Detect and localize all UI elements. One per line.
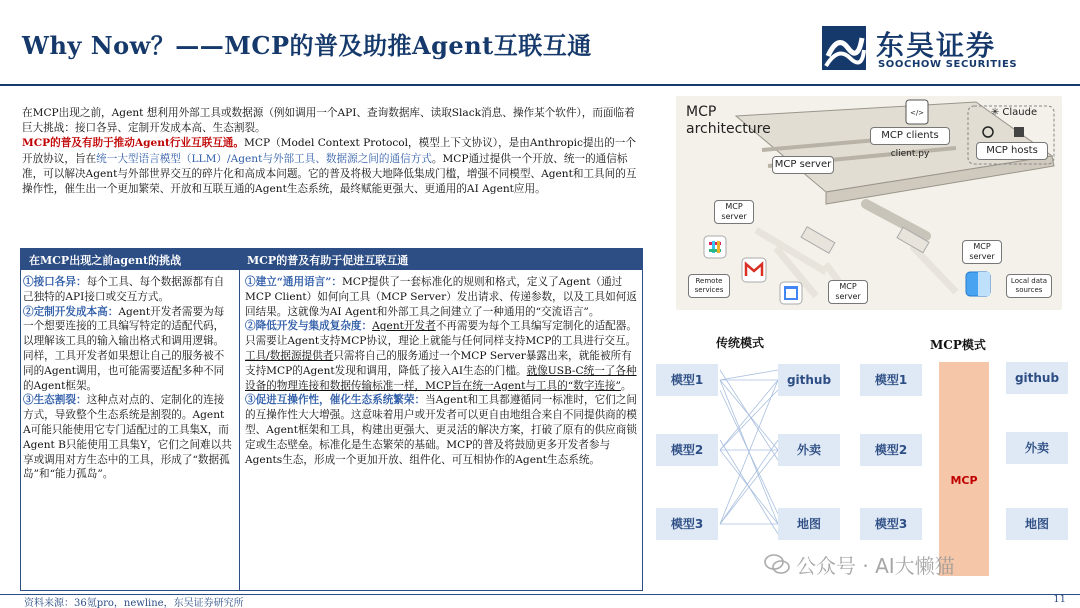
mcp-architecture-figure — [676, 96, 1062, 310]
benefits-cell — [245, 275, 637, 467]
tool-node: 地图 — [778, 508, 840, 540]
remote-services-label — [688, 274, 730, 298]
finder-icon — [966, 272, 990, 296]
tool-node: github — [778, 364, 840, 396]
challenge-heading: ①接口各异： — [23, 276, 87, 288]
traditional-vs-mcp-diagram — [650, 330, 1070, 580]
header-divider — [0, 84, 1080, 86]
soochow-logo-icon — [822, 26, 866, 70]
mcp-server-top-label: MCP server — [772, 156, 834, 174]
intro-key-point: MCP的普及有助于推动Agent行业互联互通。 — [22, 137, 244, 150]
tool-node: 外卖 — [778, 434, 840, 466]
challenge-text: 每个工具、每个数据源都有自己独特的API接口或交互方式。 — [23, 276, 225, 303]
page-number: 11 — [1053, 594, 1066, 605]
challenge-text: 这种点对点的、定制化的连接方式，导致整个生态系统是割裂的。Agent A可能只能使用它专门适配过的工具集X，而Agent B只能使用工具集Y，它们之间难以共享或调用对方生态中的工具，形成了“数据孤岛”和“能力孤岛”。 — [23, 394, 232, 481]
local-line1: Local data — [1010, 277, 1048, 285]
benefit-text: 。 — [620, 379, 632, 392]
column-divider — [239, 270, 240, 590]
mcp-server-bottom-label — [828, 280, 868, 304]
server-label-line2: server — [721, 212, 747, 221]
client-file-label: client.py — [890, 149, 930, 159]
remote-line2: services — [694, 286, 724, 294]
benefit-text: 只需将自己的服务通过一个MCP Server暴露出来，就能被所有支持MCP的Agent发现和调用，降低了接入AI生态的门槛。 — [245, 349, 632, 377]
page-title: Why Now？——MCP的普及助推Agent互联互通 — [22, 31, 592, 60]
mcp-hosts-label: MCP hosts — [976, 142, 1048, 160]
mcp-server-left-label — [714, 200, 754, 224]
model-node: 模型2 — [860, 434, 922, 466]
comparison-table — [20, 248, 643, 591]
challenge-heading: ③生态割裂： — [23, 394, 87, 407]
model-node: 模型3 — [656, 508, 718, 540]
intro-paragraph — [22, 106, 640, 197]
benefit-text: MCP提供了一套标准化的规则和格式，定义了Agent（通过MCP Client）如何向工具（MCP Server）发出请求、传递参数，以及工具如何返回结果。这就像为AI Agent和外部工具之间建立了一种通用的“交流语言”。 — [245, 276, 637, 318]
server-label-line2: server — [969, 252, 995, 261]
box-icon — [1014, 127, 1024, 137]
source-note: 资料来源：36氪pro，newline，东吴证券研究所 — [24, 598, 244, 608]
claude-host-label: ✳ Claude — [990, 107, 1038, 118]
table-header — [21, 249, 642, 270]
server-label-line1: MCP — [725, 202, 743, 211]
challenge-heading: ②定制开发成本高： — [23, 305, 119, 318]
code-symbol: </> — [909, 109, 925, 117]
intro-highlight: 统一大型语言模型（LLM）/Agent与外部工具、数据源之间的通信方式 — [96, 152, 432, 165]
benefit-text: 当Agent和工具都遵循同一标准时，它们之间的互操作性大大增强。这意味着用户或开发者可以更自由地组合来自不同提供商的模型、Agent框架和工具，构建出更强大、更灵活的解决方案，打破了原有的供应商锁定或生态壁垒。标准化是生态繁荣的基础。MCP的普及将鼓励更多开发者参与Agents生态，形成一个更加开放、组件化、可互相协作的Agent生态系统。 — [245, 394, 637, 466]
calendar-icon — [780, 282, 802, 304]
logo-english-name: SOOCHOW SECURITIES — [878, 59, 1018, 70]
model-node: 模型2 — [656, 434, 718, 466]
benefit-heading: ③促进互操作性，催化生态系统繁荣： — [245, 394, 426, 407]
intro-text-2: MCP（Model Context Protocol，模型上下文协议），是由Anthropic提出的一个开放协议，旨在 — [22, 137, 636, 165]
tool-node: 外卖 — [1006, 432, 1068, 464]
tool-node: github — [1006, 362, 1068, 394]
server-label-line2: server — [835, 292, 861, 301]
server-label-line1: MCP — [839, 282, 857, 291]
architecture-title-line2: architecture — [686, 121, 771, 137]
cable-local — [912, 246, 956, 292]
tool-node: 地图 — [1006, 508, 1068, 540]
mcp-hub — [939, 362, 989, 576]
model-node: 模型1 — [656, 364, 718, 396]
mcp-hub-label: MCP — [950, 474, 978, 487]
benefit-underlined: Agent开发者 — [372, 320, 436, 333]
challenges-cell — [23, 275, 233, 482]
gmail-icon — [742, 258, 766, 282]
model-node: 模型3 — [860, 508, 922, 540]
point-to-point-lines — [720, 370, 778, 534]
company-logo — [822, 26, 1062, 74]
usb-cable — [866, 204, 926, 236]
challenge-text: Agent开发者需要为每一个想要连接的工具编写特定的适配代码，以理解该工具的输入输出格式和调用逻辑。同样，工具开发者如果想让自己的服务被不同的Agent调用，也可能需要适配多种不同的Agent框架。 — [23, 305, 225, 392]
logo-chinese-name: 东吴证券 — [876, 29, 997, 62]
benefit-underlined: 工具/数据源提供者 — [245, 349, 334, 362]
benefit-heading: ①建立“通用语言”： — [245, 276, 342, 288]
table-header-left: 在MCP出现之前agent的挑战 — [29, 254, 182, 267]
table-header-right: MCP的普及有助于促进互联互通 — [247, 254, 409, 267]
model-node: 模型1 — [860, 364, 922, 396]
watermark-text: 公众号 · AI大懒猫 — [796, 554, 955, 578]
mcp-server-right-label — [962, 240, 1002, 264]
benefit-heading: ②降低开发与集成复杂度： — [245, 320, 373, 333]
intro-text-1: 在MCP出现之前，Agent 想利用外部工具或数据源（例如调用一个API、查询数据库、读取Slack消息、操作某个软件），而面临着巨大挑战：接口各异、定制开发成本高、生态割裂。 — [22, 107, 635, 135]
local-line2: sources — [1015, 286, 1043, 294]
slack-icon — [704, 236, 726, 258]
benefit-underlined: 就像USB-C统一了各种设备的物理连接和数据传输标准一样，MCP旨在统一Agent与工具的“数字连接” — [245, 364, 637, 392]
remote-line1: Remote — [695, 277, 723, 285]
intro-text-3: 。MCP通过提供一个开放、统一的通信标准，可以解决Agent与外部世界交互的碎片化和高成本问题。它的普及将极大地降低集成门槛，增强不同模型、Agent和工具间的互操作性，催生出一个更加繁荣、开放和互联互通的Agent生态系统，最终赋能更强大、更通用的AI Agent应用。 — [22, 152, 637, 196]
mcp-mode-title: MCP模式 — [930, 338, 986, 352]
server-label-line1: MCP — [973, 242, 991, 251]
traditional-mode-title: 传统模式 — [716, 336, 765, 350]
architecture-title — [686, 104, 771, 138]
benefit-text: 不再需要为每个工具编写定制化的适配器。只需要让Agent支持MCP协议，理论上就能与任何同样支持MCP的工具进行交互。 — [245, 320, 637, 348]
mcp-clients-label: MCP clients — [870, 127, 950, 145]
architecture-title-line1: MCP — [686, 104, 717, 120]
local-sources-label — [1006, 274, 1052, 298]
wechat-icon — [764, 553, 790, 575]
usb-plug — [801, 227, 835, 253]
